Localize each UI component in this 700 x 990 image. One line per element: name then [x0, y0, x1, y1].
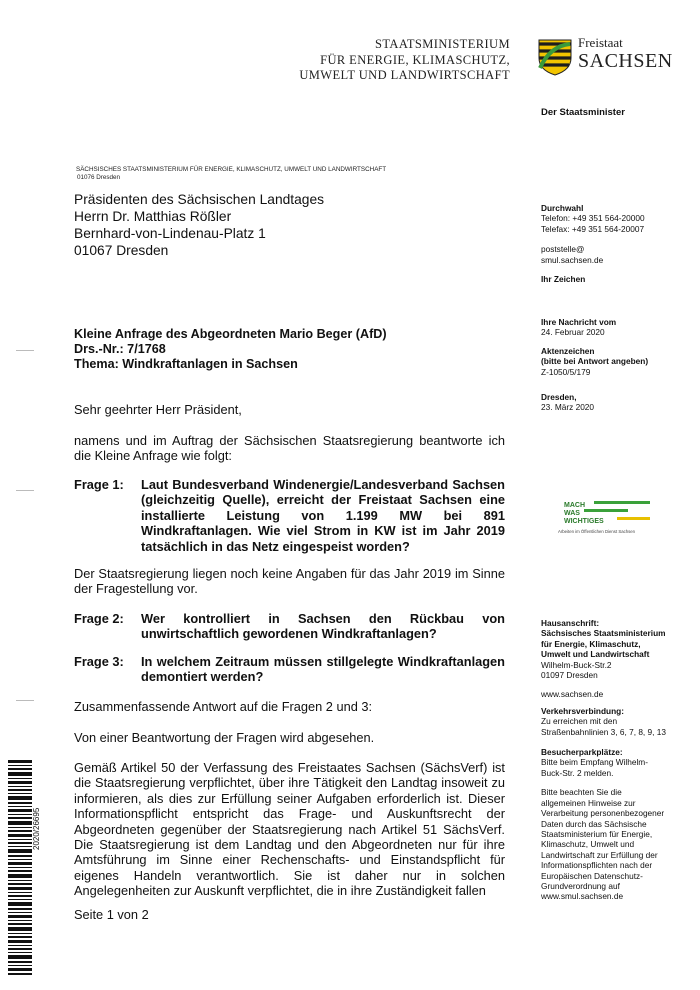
verkehr-line-2: Straßenbahnlinien 3, 6, 7, 8, 9, 13 [541, 726, 667, 737]
saxony-brand [578, 36, 673, 72]
nachricht-date: 24. Februar 2020 [541, 327, 605, 338]
aktenzeichen-label: Aktenzeichen [541, 345, 595, 356]
date-place: Dresden, [541, 392, 577, 403]
website: www.sachsen.de [541, 689, 604, 700]
privacy-line: Landwirtschaft zur Erfüllung der [541, 849, 658, 860]
answer-summary-heading: Zusammenfassende Antwort auf die Fragen 2 und 3: [74, 699, 373, 714]
telefax: Telefax: +49 351 564-20007 [541, 223, 645, 234]
subject-line-1: Kleine Anfrage des Abgeordneten Mario Beger (AfD) [74, 327, 387, 341]
ihr-zeichen-label: Ihr Zeichen [541, 274, 586, 285]
city: 01097 Dresden [541, 670, 598, 681]
privacy-line: Europäischen Datenschutz- [541, 870, 643, 881]
question-2-text: Wer kontrolliert in Sachsen den Rückbau von unwirtschaftlich gewordenen Windkraftanlagen? [141, 611, 505, 642]
subject-line-3: Thema: Windkraftanlagen in Sachsen [74, 356, 298, 371]
mww-line-2: WAS [564, 510, 580, 517]
answer-refusal: Von einer Beantwortung der Fragen wird abgesehen. [74, 730, 375, 745]
privacy-line: Grundverordnung auf [541, 880, 620, 891]
saxony-crest-icon [536, 38, 574, 76]
recipient-address [74, 191, 324, 259]
aktenzeichen-note: (bitte bei Antwort angeben) [541, 356, 649, 367]
recipient-line: 01067 Dresden [74, 243, 169, 258]
org-line-2: für Energie, Klimaschutz, [541, 638, 641, 649]
ministry-line-3: UMWELT UND LANDWIRTSCHAFT [299, 68, 510, 82]
page-number: Seite 1 von 2 [74, 907, 149, 922]
brand-top: Freistaat [578, 35, 623, 50]
salutation: Sehr geehrter Herr Präsident, [74, 402, 242, 417]
sender-org: SÄCHSISCHES STAATSMINISTERIUM FÜR ENERGIE, KLIMASCHUTZ, UMWELT UND LANDWIRTSCHAFT [76, 166, 387, 173]
privacy-link: www.smul.sachsen.de [541, 891, 624, 902]
hausanschrift-label: Hausanschrift: [541, 618, 600, 628]
privacy-line: Staatsministerium für Energie, [541, 828, 653, 839]
contact-block [541, 203, 691, 284]
answer-body: Gemäß Artikel 50 der Verfassung des Freistaates Sachsen (SächsVerf) ist die Staatsregierung verpflichtet, über ihre Tätigkeit den Landtag insoweit zu informieren, als dies zur Erfüllung seiner Aufgaben erforderlich ist. Dieser Informationspflicht entspricht das Frage- und Auskunftsrecht der Abgeordneten gegenüber der Staatsregierung nach Artikel 51 SächsVerf. Die Staatsregierung ist dem Landtag und den Abgeordneten nur für ihre Amtsführung im Sinne einer Rechenschafts- und Einstandspflicht für eigenes Handeln verantwortlich. Sie ist daher nur in solchen Angelegenheiten zur Auskunft verpflichtet, die in ihre Zuständigkeit fallen [74, 760, 505, 899]
sender-line [76, 166, 386, 182]
question-3-text: In welchem Zeitraum müssen stillgelegte Windkraftanlagen demontiert werden? [141, 654, 505, 685]
email-line-1: poststelle@ [541, 244, 585, 255]
question-1-text: Laut Bundesverband Windenergie/Landesverband Sachsen (gleichzeitig Quelle), erreicht der Freistaat Sachsen eine installierte Leistung von 1.199 MW bei 891 Windkraftanlagen. Wie viel Strom in KW ist im Jahr 2019 tatsächlich in das Netz eingespeist worden? [141, 477, 505, 554]
intro-text: namens und im Auftrag der Sächsischen Staatsregierung beantworte ich die Kleine Anfrage wie folgt: [74, 433, 505, 464]
question-2-label: Frage 2: [74, 611, 124, 626]
recipient-line: Präsidenten des Sächsischen Landtages [74, 192, 325, 207]
besucher-line-1: Bitte beim Empfang Wilhelm- [541, 757, 648, 768]
mach-was-wichtiges-logo [558, 498, 658, 538]
letter-date: 23. März 2020 [541, 402, 595, 413]
ministry-line-2: FÜR ENERGIE, KLIMASCHUTZ, [320, 52, 510, 67]
ministry-name [240, 37, 510, 84]
telefon: Telefon: +49 351 564-20000 [541, 213, 645, 224]
privacy-line: Klimaschutz, Umwelt und [541, 839, 635, 850]
hausanschrift-block [541, 618, 691, 902]
besucher-line-2: Buck-Str. 2 melden. [541, 767, 614, 778]
privacy-line: allgemeinen Hinweise zur [541, 797, 636, 808]
privacy-line: Daten durch das Sächsische [541, 818, 647, 829]
fold-mark [16, 700, 34, 701]
ministry-line-1: STAATSMINISTERIUM [375, 37, 510, 51]
subject-block [74, 327, 387, 371]
answer-1-text: Der Staatsregierung liegen noch keine Angaben für das Jahr 2019 im Sinne der Fragestellung vor. [74, 566, 505, 597]
recipient-line: Bernhard-von-Lindenau-Platz 1 [74, 226, 266, 241]
mww-line-3: WICHTIGES [564, 518, 604, 525]
privacy-line: Verarbeitung personenbezogener [541, 808, 665, 819]
fold-mark [16, 490, 34, 491]
street: Wilhelm-Buck-Str.2 [541, 659, 612, 670]
verkehr-label: Verkehrsverbindung: [541, 705, 624, 716]
mww-line-1: MACH [564, 502, 585, 509]
privacy-line: Bitte beachten Sie die [541, 787, 622, 798]
fold-mark [16, 350, 34, 351]
durchwahl-label: Durchwahl [541, 203, 584, 213]
besucher-label: Besucherparkplätze: [541, 747, 623, 758]
nachricht-label: Ihre Nachricht vom [541, 317, 617, 327]
barcode-number: 2020/26695 [32, 807, 41, 850]
reference-block [541, 317, 691, 413]
sender-city: 01076 Dresden [77, 174, 121, 181]
org-line-3: Umwelt und Landwirtschaft [541, 649, 650, 660]
verkehr-line-1: Zu erreichen mit den [541, 716, 618, 727]
question-3-label: Frage 3: [74, 654, 124, 669]
mww-tagline: Arbeiten im Öffentlichen Dienst Sachsen [558, 529, 636, 534]
aktenzeichen-value: Z-1050/5/179 [541, 366, 591, 377]
org-line-1: Sächsisches Staatsministerium [541, 628, 666, 639]
email-line-2: smul.sachsen.de [541, 254, 604, 265]
subject-line-2: Drs.-Nr.: 7/1768 [74, 341, 166, 356]
brand-bottom: SACHSEN [578, 50, 673, 72]
recipient-line: Herrn Dr. Matthias Rößler [74, 209, 232, 224]
question-1-label: Frage 1: [74, 477, 124, 492]
minister-title: Der Staatsminister [541, 107, 625, 118]
barcode [8, 760, 36, 975]
privacy-line: Informationspflichten nach der [541, 860, 653, 871]
